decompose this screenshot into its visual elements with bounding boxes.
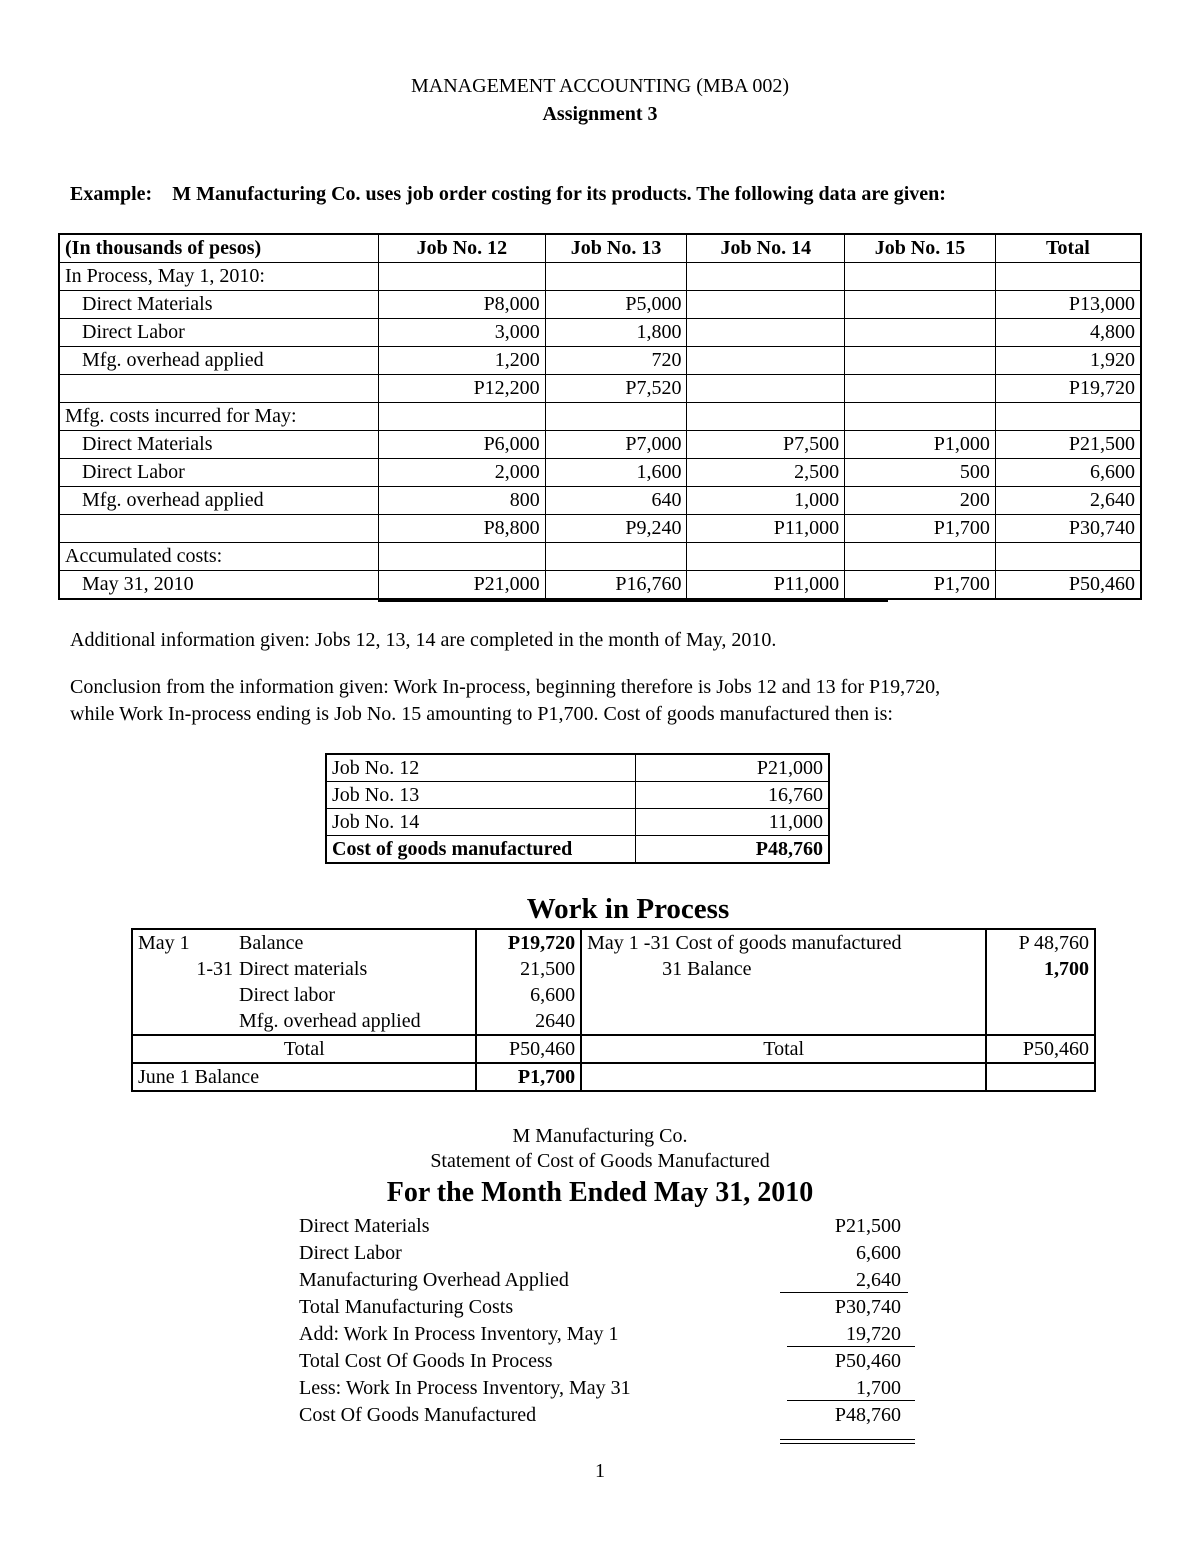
table-cell: P7,000 [545, 431, 687, 459]
cogm-label: Job No. 12 [326, 754, 635, 782]
cogm-value: P21,000 [635, 754, 829, 782]
table-cell: P8,000 [379, 291, 546, 319]
statement-name: Statement of Cost of Goods Manufactured [430, 1150, 770, 1172]
wip-debit-label: Direct materials [239, 958, 368, 980]
row-label: Direct Labor [59, 319, 379, 347]
row-label: Direct Labor [59, 459, 379, 487]
table-cell: 2,000 [379, 459, 546, 487]
wip-credit-amount [986, 982, 1095, 1008]
table-cell: 640 [545, 487, 687, 515]
table-cell [687, 375, 845, 403]
table-cell [687, 319, 845, 347]
table-row [59, 291, 1141, 319]
statement-underline [787, 1400, 915, 1401]
assignment-title: Assignment 3 [542, 103, 658, 125]
wip-debit-desc [132, 982, 476, 1008]
wip-debit-desc [132, 929, 476, 956]
table-cell [687, 347, 845, 375]
statement-label: Direct Materials [299, 1215, 430, 1237]
table-cell: 6,600 [995, 459, 1141, 487]
table-cell: P21,500 [995, 431, 1141, 459]
wip-credit-desc: May 1 -31 Cost of goods manufactured [581, 929, 986, 956]
table-cell [545, 263, 687, 291]
cogm-value: P48,760 [635, 836, 829, 864]
table-cell [845, 291, 996, 319]
row-label [59, 515, 379, 543]
wip-credit-desc [581, 982, 986, 1008]
table-cell [845, 403, 996, 431]
statement-row [299, 1294, 919, 1321]
column-header: Job No. 15 [845, 234, 996, 263]
statement-row [299, 1402, 919, 1429]
wip-june-label: June 1 Balance [132, 1063, 476, 1091]
job-cost-table [58, 233, 1142, 600]
wip-row [132, 982, 1095, 1008]
wip-total-debit: P50,460 [476, 1035, 581, 1063]
wip-debit-amount: 6,600 [476, 982, 581, 1008]
statement-underline [787, 1346, 915, 1347]
table-cell: P1,000 [845, 431, 996, 459]
statement-underline [780, 1292, 908, 1293]
wip-debit-amount: 21,500 [476, 956, 581, 982]
statement-double-underline [780, 1439, 915, 1440]
statement-double-underline [780, 1443, 915, 1444]
table-cell: P8,800 [379, 515, 546, 543]
table-row [59, 403, 1141, 431]
cogm-row [326, 809, 829, 836]
statement-row [299, 1213, 919, 1240]
wip-june-empty [581, 1063, 986, 1091]
table-bottom-rule [378, 600, 888, 602]
table-cell [687, 263, 845, 291]
wip-account-table [131, 928, 1096, 1092]
table-cell: 200 [845, 487, 996, 515]
row-label: Accumulated costs: [59, 543, 379, 571]
table-cell: P19,720 [995, 375, 1141, 403]
table-row [59, 319, 1141, 347]
table-cell: 1,000 [687, 487, 845, 515]
wip-debit-label: Direct labor [239, 984, 336, 1006]
table-cell: P13,000 [995, 291, 1141, 319]
table-cell [845, 319, 996, 347]
wip-credit-desc: 31 Balance [581, 956, 986, 982]
table-cell [845, 375, 996, 403]
wip-debit-label: Mfg. overhead applied [239, 1010, 421, 1032]
table-cell [995, 543, 1141, 571]
statement-value: P48,760 [834, 1404, 901, 1426]
wip-debit-date: 1-31 [196, 958, 233, 980]
statement-value: 6,600 [856, 1242, 901, 1264]
cogm-label: Cost of goods manufactured [326, 836, 635, 864]
row-label [59, 375, 379, 403]
table-cell: P6,000 [379, 431, 546, 459]
course-title: MANAGEMENT ACCOUNTING (MBA 002) [411, 75, 789, 97]
wip-june-row [132, 1063, 1095, 1091]
table-cell: P12,200 [379, 375, 546, 403]
column-header: Job No. 12 [379, 234, 546, 263]
table-cell: P30,740 [995, 515, 1141, 543]
row-label: Direct Materials [59, 431, 379, 459]
statement-value: 19,720 [846, 1323, 901, 1345]
wip-row [132, 956, 1095, 982]
column-header: Job No. 14 [687, 234, 845, 263]
table-cell: 4,800 [995, 319, 1141, 347]
table-header-row [59, 234, 1141, 263]
column-header: (In thousands of pesos) [59, 234, 379, 263]
table-cell [995, 263, 1141, 291]
wip-june-empty [986, 1063, 1095, 1091]
table-cell: P16,760 [545, 571, 687, 600]
conclusion-line-2: while Work In-process ending is Job No. 15 amounting to P1,700. Cost of goods manufactured then is: [70, 703, 893, 725]
wip-row [132, 929, 1095, 956]
wip-debit-desc [132, 1008, 476, 1035]
statement-company: M Manufacturing Co. [512, 1125, 688, 1147]
conclusion-line-1: Conclusion from the information given: Work In-process, beginning therefore is Jobs 12 and 13 for P19,720, [70, 676, 941, 698]
table-cell: 800 [379, 487, 546, 515]
table-cell: P11,000 [687, 571, 845, 600]
table-row [59, 487, 1141, 515]
table-cell [545, 543, 687, 571]
page-number: 1 [595, 1460, 605, 1482]
table-row [59, 459, 1141, 487]
column-header: Total [995, 234, 1141, 263]
wip-debit-amount: P19,720 [476, 929, 581, 956]
cogm-row [326, 782, 829, 809]
statement-row [299, 1348, 919, 1375]
table-cell [379, 403, 546, 431]
statement-label: Cost Of Goods Manufactured [299, 1404, 537, 1426]
table-cell: 1,600 [545, 459, 687, 487]
table-cell: 2,500 [687, 459, 845, 487]
cogm-row [326, 836, 829, 864]
table-row [59, 515, 1141, 543]
wip-total-credit-label: Total [581, 1035, 986, 1063]
statement-label: Less: Work In Process Inventory, May 31 [299, 1377, 631, 1399]
row-label: In Process, May 1, 2010: [59, 263, 379, 291]
statement-label: Manufacturing Overhead Applied [299, 1269, 569, 1291]
table-cell: P21,000 [379, 571, 546, 600]
statement-value: 2,640 [856, 1269, 901, 1291]
table-cell: 1,200 [379, 347, 546, 375]
wip-credit-amount: P 48,760 [986, 929, 1095, 956]
table-cell [687, 543, 845, 571]
table-cell: 500 [845, 459, 996, 487]
table-row [59, 347, 1141, 375]
statement-value: P50,460 [834, 1350, 901, 1372]
table-cell [845, 543, 996, 571]
table-row [59, 571, 1141, 600]
table-cell: 3,000 [379, 319, 546, 347]
table-cell [845, 347, 996, 375]
cogm-value: 16,760 [635, 782, 829, 809]
statement-row [299, 1321, 919, 1348]
statement-row [299, 1375, 919, 1402]
wip-debit-desc [132, 956, 476, 982]
wip-debit-date: May 1 [138, 932, 190, 954]
wip-debit-amount: 2640 [476, 1008, 581, 1035]
row-label: Mfg. overhead applied [59, 487, 379, 515]
table-row [59, 375, 1141, 403]
cogm-value: 11,000 [635, 809, 829, 836]
table-cell: 2,640 [995, 487, 1141, 515]
additional-info: Additional information given: Jobs 12, 13, 14 are completed in the month of May, 2010. [70, 629, 777, 651]
wip-credit-amount: 1,700 [986, 956, 1095, 982]
row-label: Mfg. costs incurred for May: [59, 403, 379, 431]
table-cell [379, 543, 546, 571]
statement-value: P21,500 [834, 1215, 901, 1237]
table-row [59, 431, 1141, 459]
table-cell: 720 [545, 347, 687, 375]
wip-credit-amount [986, 1008, 1095, 1035]
table-cell [687, 403, 845, 431]
wip-row [132, 1008, 1095, 1035]
cogm-row [326, 754, 829, 782]
table-cell [995, 403, 1141, 431]
statement-period: For the Month Ended May 31, 2010 [386, 1177, 814, 1208]
table-cell [545, 403, 687, 431]
wip-total-credit: P50,460 [986, 1035, 1095, 1063]
table-cell [687, 291, 845, 319]
wip-total-row [132, 1035, 1095, 1063]
table-cell: P7,500 [687, 431, 845, 459]
table-cell: P50,460 [995, 571, 1141, 600]
intro-text: Example: M Manufacturing Co. uses job order costing for its products. The following data are given: [70, 183, 946, 205]
row-label: Direct Materials [59, 291, 379, 319]
statement-row [299, 1267, 919, 1294]
wip-june-value: P1,700 [476, 1063, 581, 1091]
table-cell: P11,000 [687, 515, 845, 543]
row-label: Mfg. overhead applied [59, 347, 379, 375]
wip-title: Work in Process [526, 893, 730, 925]
table-row [59, 543, 1141, 571]
table-cell: 1,920 [995, 347, 1141, 375]
column-header: Job No. 13 [545, 234, 687, 263]
wip-total-label: Total [132, 1035, 476, 1063]
statement-label: Total Manufacturing Costs [299, 1296, 514, 1318]
table-cell: P1,700 [845, 515, 996, 543]
table-cell: P1,700 [845, 571, 996, 600]
cogm-label: Job No. 14 [326, 809, 635, 836]
statement-value: P30,740 [834, 1296, 901, 1318]
table-cell: 1,800 [545, 319, 687, 347]
table-cell: P7,520 [545, 375, 687, 403]
statement-label: Add: Work In Process Inventory, May 1 [299, 1323, 619, 1345]
table-cell: P5,000 [545, 291, 687, 319]
statement-value: 1,700 [856, 1377, 901, 1399]
cogm-label: Job No. 13 [326, 782, 635, 809]
table-row [59, 263, 1141, 291]
wip-debit-label: Balance [239, 932, 304, 954]
table-cell: P9,240 [545, 515, 687, 543]
cogm-table [325, 753, 830, 864]
statement-label: Total Cost Of Goods In Process [299, 1350, 553, 1372]
statement-label: Direct Labor [299, 1242, 402, 1264]
wip-credit-desc [581, 1008, 986, 1035]
table-cell [379, 263, 546, 291]
row-label: May 31, 2010 [59, 571, 379, 600]
table-cell [845, 263, 996, 291]
statement-row [299, 1240, 919, 1267]
